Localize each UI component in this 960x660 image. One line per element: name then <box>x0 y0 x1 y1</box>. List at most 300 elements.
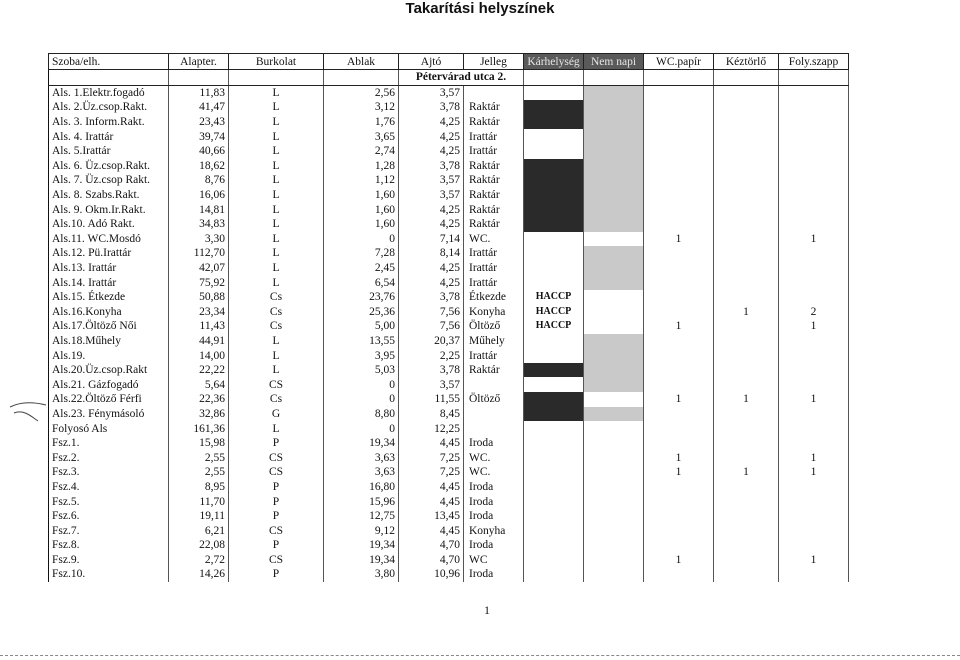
room-name: Fsz.4. <box>49 480 169 495</box>
wc-paper-cell <box>644 334 714 349</box>
room-type-cell: WC. <box>464 232 524 247</box>
window-cell: 1,12 <box>324 173 399 188</box>
towel-cell <box>714 275 779 290</box>
room-type-cell: Irattár <box>464 144 524 159</box>
area-cell: 5,64 <box>169 377 229 392</box>
door-cell: 4,25 <box>399 144 464 159</box>
door-cell: 4,25 <box>399 129 464 144</box>
wc-paper-cell: 1 <box>644 465 714 480</box>
towel-cell <box>714 159 779 174</box>
area-cell: 14,26 <box>169 567 229 582</box>
window-cell: 5,00 <box>324 319 399 334</box>
window-cell: 0 <box>324 377 399 392</box>
towel-cell <box>714 100 779 115</box>
floor-type-cell: P <box>229 494 324 509</box>
shade-cell-2 <box>584 202 644 217</box>
window-cell: 1,60 <box>324 188 399 203</box>
shade-cell-1 <box>524 232 584 247</box>
column-header: Burkolat <box>229 54 324 70</box>
floor-type-cell: L <box>229 100 324 115</box>
room-name: Fsz.2. <box>49 450 169 465</box>
area-cell: 22,22 <box>169 363 229 378</box>
floor-type-cell: P <box>229 538 324 553</box>
soap-cell <box>779 275 849 290</box>
door-cell: 3,78 <box>399 363 464 378</box>
shade-cell-2 <box>584 173 644 188</box>
table-row <box>49 480 849 495</box>
floor-type-cell: L <box>229 363 324 378</box>
shade-cell-2 <box>584 217 644 232</box>
table-row <box>49 173 849 188</box>
table-row <box>49 494 849 509</box>
shade-cell-2 <box>584 553 644 568</box>
room-name: Fsz.3. <box>49 465 169 480</box>
area-cell: 3,30 <box>169 232 229 247</box>
door-cell: 4,45 <box>399 494 464 509</box>
shade-cell-2 <box>584 567 644 582</box>
floor-type-cell: Cs <box>229 305 324 320</box>
room-name: Fsz.9. <box>49 553 169 568</box>
area-cell: 23,34 <box>169 305 229 320</box>
floor-type-cell: P <box>229 567 324 582</box>
towel-cell <box>714 538 779 553</box>
shade-cell-1 <box>524 85 584 100</box>
door-cell: 8,14 <box>399 246 464 261</box>
wc-paper-cell <box>644 436 714 451</box>
towel-cell <box>714 348 779 363</box>
window-cell: 19,34 <box>324 538 399 553</box>
shade-cell-1 <box>524 261 584 276</box>
window-cell: 19,34 <box>324 553 399 568</box>
shade-cell-1 <box>524 159 584 174</box>
room-name: Als.10. Adó Rakt. <box>49 217 169 232</box>
soap-cell: 1 <box>779 465 849 480</box>
door-cell: 7,56 <box>399 305 464 320</box>
shade-cell-2 <box>584 450 644 465</box>
room-type-cell: Iroda <box>464 494 524 509</box>
floor-type-cell: L <box>229 275 324 290</box>
shade-cell-2 <box>584 100 644 115</box>
area-cell: 18,62 <box>169 159 229 174</box>
room-type-cell: WC. <box>464 450 524 465</box>
shade-cell-1 <box>524 334 584 349</box>
shade-cell-1 <box>524 421 584 436</box>
room-name: Als.15. Étkezde <box>49 290 169 305</box>
window-cell: 2,74 <box>324 144 399 159</box>
towel-cell <box>714 290 779 305</box>
door-cell: 4,45 <box>399 436 464 451</box>
shade-cell-1 <box>524 129 584 144</box>
wc-paper-cell <box>644 217 714 232</box>
table-row <box>49 261 849 276</box>
floor-type-cell: L <box>229 232 324 247</box>
window-cell: 3,65 <box>324 129 399 144</box>
room-type-cell: Irattár <box>464 129 524 144</box>
towel-cell <box>714 567 779 582</box>
soap-cell: 2 <box>779 305 849 320</box>
soap-cell: 1 <box>779 553 849 568</box>
room-type-cell: Raktár <box>464 188 524 203</box>
area-cell: 50,88 <box>169 290 229 305</box>
door-cell: 3,78 <box>399 290 464 305</box>
towel-cell <box>714 450 779 465</box>
door-cell: 3,78 <box>399 100 464 115</box>
room-type-cell: Iroda <box>464 436 524 451</box>
shade-cell-1 <box>524 144 584 159</box>
soap-cell <box>779 85 849 100</box>
soap-cell <box>779 246 849 261</box>
room-name: Fsz.1. <box>49 436 169 451</box>
table-row <box>49 159 849 174</box>
table-row <box>49 290 849 305</box>
table-row <box>49 465 849 480</box>
table-row <box>49 363 849 378</box>
towel-cell <box>714 509 779 524</box>
shade-cell-1 <box>524 407 584 422</box>
room-type-cell: Iroda <box>464 509 524 524</box>
shade-cell-2 <box>584 261 644 276</box>
wc-paper-cell <box>644 100 714 115</box>
window-cell: 1,60 <box>324 202 399 217</box>
margin-pen-mark-icon <box>8 395 48 425</box>
room-type-cell: Raktár <box>464 363 524 378</box>
room-type-cell: Raktár <box>464 217 524 232</box>
wc-paper-cell <box>644 538 714 553</box>
room-type-cell: Iroda <box>464 567 524 582</box>
room-type-cell: Étkezde <box>464 290 524 305</box>
wc-paper-cell <box>644 159 714 174</box>
wc-paper-cell: 1 <box>644 553 714 568</box>
table-row <box>49 246 849 261</box>
table-row <box>49 407 849 422</box>
shade-cell-2 <box>584 334 644 349</box>
floor-type-cell: L <box>229 85 324 100</box>
shade-cell-1 <box>524 450 584 465</box>
shade-cell-1: HACCP <box>524 305 584 320</box>
room-type-cell: Öltöző <box>464 319 524 334</box>
soap-cell <box>779 509 849 524</box>
door-cell: 10,96 <box>399 567 464 582</box>
table-row <box>49 202 849 217</box>
room-type-cell: Iroda <box>464 538 524 553</box>
door-cell: 3,57 <box>399 173 464 188</box>
room-type-cell <box>464 85 524 100</box>
table-row <box>49 100 849 115</box>
soap-cell <box>779 363 849 378</box>
shade-cell-1 <box>524 100 584 115</box>
door-cell: 3,57 <box>399 377 464 392</box>
floor-type-cell: L <box>229 334 324 349</box>
column-header: Ajtó <box>399 54 464 70</box>
room-type-cell: Raktár <box>464 115 524 130</box>
wc-paper-cell: 1 <box>644 232 714 247</box>
shade-cell-1 <box>524 348 584 363</box>
door-cell: 4,25 <box>399 275 464 290</box>
column-header: Alapter. <box>169 54 229 70</box>
area-cell: 75,92 <box>169 275 229 290</box>
area-cell: 2,72 <box>169 553 229 568</box>
shade-cell-2 <box>584 85 644 100</box>
window-cell: 3,95 <box>324 348 399 363</box>
shade-cell-2 <box>584 305 644 320</box>
table-row <box>49 377 849 392</box>
room-name: Als.14. Irattár <box>49 275 169 290</box>
area-cell: 32,86 <box>169 407 229 422</box>
window-cell: 1,28 <box>324 159 399 174</box>
shade-cell-2 <box>584 275 644 290</box>
room-type-cell: Konyha <box>464 305 524 320</box>
shade-cell-2 <box>584 319 644 334</box>
area-cell: 44,91 <box>169 334 229 349</box>
floor-type-cell: L <box>229 246 324 261</box>
table-row <box>49 115 849 130</box>
floor-type-cell: L <box>229 348 324 363</box>
shade-cell-1 <box>524 494 584 509</box>
floor-type-cell: L <box>229 173 324 188</box>
room-name: Folyosó Als <box>49 421 169 436</box>
door-cell: 8,45 <box>399 407 464 422</box>
shade-cell-1 <box>524 202 584 217</box>
shade-cell-1 <box>524 538 584 553</box>
soap-cell <box>779 173 849 188</box>
shade-cell-2 <box>584 523 644 538</box>
towel-cell <box>714 523 779 538</box>
wc-paper-cell: 1 <box>644 450 714 465</box>
towel-cell <box>714 261 779 276</box>
wc-paper-cell <box>644 275 714 290</box>
window-cell: 25,36 <box>324 305 399 320</box>
area-cell: 2,55 <box>169 450 229 465</box>
floor-type-cell: CS <box>229 523 324 538</box>
soap-cell <box>779 290 849 305</box>
cleaning-locations-table <box>48 53 849 582</box>
area-cell: 41,47 <box>169 100 229 115</box>
address-row <box>49 70 849 86</box>
room-name: Als. 8. Szabs.Rakt. <box>49 188 169 203</box>
column-header: WC.papír <box>644 54 714 70</box>
door-cell: 20,37 <box>399 334 464 349</box>
floor-type-cell: L <box>229 217 324 232</box>
window-cell: 16,80 <box>324 480 399 495</box>
soap-cell <box>779 348 849 363</box>
towel-cell <box>714 421 779 436</box>
room-type-cell: Irattár <box>464 275 524 290</box>
table-row <box>49 188 849 203</box>
soap-cell <box>779 567 849 582</box>
room-type-cell: Raktár <box>464 100 524 115</box>
area-cell: 8,76 <box>169 173 229 188</box>
wc-paper-cell <box>644 523 714 538</box>
floor-type-cell: G <box>229 407 324 422</box>
wc-paper-cell <box>644 115 714 130</box>
wc-paper-cell <box>644 246 714 261</box>
floor-type-cell: L <box>229 129 324 144</box>
room-name: Fsz.6. <box>49 509 169 524</box>
wc-paper-cell <box>644 129 714 144</box>
soap-cell <box>779 115 849 130</box>
window-cell: 1,76 <box>324 115 399 130</box>
shade-cell-2 <box>584 421 644 436</box>
floor-type-cell: L <box>229 421 324 436</box>
soap-cell: 1 <box>779 319 849 334</box>
area-cell: 22,08 <box>169 538 229 553</box>
column-header: Kéztörlő <box>714 54 779 70</box>
table-row <box>49 450 849 465</box>
table-row <box>49 319 849 334</box>
door-cell: 4,25 <box>399 202 464 217</box>
towel-cell <box>714 334 779 349</box>
area-cell: 8,95 <box>169 480 229 495</box>
room-type-cell: Raktár <box>464 202 524 217</box>
wc-paper-cell <box>644 261 714 276</box>
room-name: Als.20.Üz.csop.Rakt <box>49 363 169 378</box>
door-cell: 7,56 <box>399 319 464 334</box>
window-cell: 0 <box>324 392 399 407</box>
towel-cell <box>714 217 779 232</box>
wc-paper-cell <box>644 305 714 320</box>
floor-type-cell: L <box>229 115 324 130</box>
towel-cell <box>714 232 779 247</box>
room-type-cell: Irattár <box>464 348 524 363</box>
shade-cell-2 <box>584 538 644 553</box>
table-row <box>49 553 849 568</box>
towel-cell <box>714 319 779 334</box>
room-type-cell: Öltöző <box>464 392 524 407</box>
shade-cell-1 <box>524 436 584 451</box>
room-type-cell: Irattár <box>464 246 524 261</box>
column-header: Nem napi <box>584 54 644 70</box>
shade-cell-1 <box>524 275 584 290</box>
shade-cell-1 <box>524 567 584 582</box>
wc-paper-cell <box>644 188 714 203</box>
room-type-cell: Raktár <box>464 159 524 174</box>
area-cell: 22,36 <box>169 392 229 407</box>
wc-paper-cell <box>644 494 714 509</box>
floor-type-cell: CS <box>229 377 324 392</box>
table-row <box>49 275 849 290</box>
floor-type-cell: L <box>229 159 324 174</box>
room-type-cell: Raktár <box>464 173 524 188</box>
room-name: Als.18.Műhely <box>49 334 169 349</box>
window-cell: 7,28 <box>324 246 399 261</box>
shade-cell-1 <box>524 217 584 232</box>
shade-cell-2 <box>584 348 644 363</box>
door-cell: 4,25 <box>399 115 464 130</box>
room-name: Als.13. Irattár <box>49 261 169 276</box>
area-cell: 19,11 <box>169 509 229 524</box>
area-cell: 40,66 <box>169 144 229 159</box>
cleaning-locations-table-container <box>48 53 848 598</box>
wc-paper-cell <box>644 509 714 524</box>
shade-cell-1 <box>524 115 584 130</box>
room-type-cell: WC. <box>464 465 524 480</box>
area-cell: 11,43 <box>169 319 229 334</box>
window-cell: 2,56 <box>324 85 399 100</box>
shade-cell-1 <box>524 465 584 480</box>
window-cell: 6,54 <box>324 275 399 290</box>
room-name: Als. 5.Irattár <box>49 144 169 159</box>
area-cell: 11,70 <box>169 494 229 509</box>
room-name: Als. 7. Üz.csop Rakt. <box>49 173 169 188</box>
room-type-cell: WC <box>464 553 524 568</box>
area-cell: 42,07 <box>169 261 229 276</box>
floor-type-cell: Cs <box>229 319 324 334</box>
room-name: Als.19. <box>49 348 169 363</box>
area-cell: 39,74 <box>169 129 229 144</box>
wc-paper-cell <box>644 85 714 100</box>
room-name: Als. 2.Üz.csop.Rakt. <box>49 100 169 115</box>
shade-cell-2 <box>584 392 644 407</box>
wc-paper-cell <box>644 407 714 422</box>
door-cell: 7,14 <box>399 232 464 247</box>
room-type-cell: Irattár <box>464 261 524 276</box>
area-cell: 15,98 <box>169 436 229 451</box>
door-cell: 11,55 <box>399 392 464 407</box>
door-cell: 3,57 <box>399 85 464 100</box>
room-name: Fsz.8. <box>49 538 169 553</box>
shade-cell-2 <box>584 436 644 451</box>
table-row <box>49 217 849 232</box>
shade-cell-2 <box>584 509 644 524</box>
wc-paper-cell: 1 <box>644 392 714 407</box>
room-type-cell <box>464 407 524 422</box>
table-row <box>49 144 849 159</box>
table-row <box>49 538 849 553</box>
shade-cell-2 <box>584 232 644 247</box>
shade-cell-2 <box>584 144 644 159</box>
towel-cell <box>714 377 779 392</box>
door-cell: 2,25 <box>399 348 464 363</box>
towel-cell <box>714 188 779 203</box>
door-cell: 12,25 <box>399 421 464 436</box>
soap-cell: 1 <box>779 232 849 247</box>
shade-cell-1: HACCP <box>524 290 584 305</box>
soap-cell <box>779 261 849 276</box>
room-type-cell <box>464 421 524 436</box>
shade-cell-2 <box>584 129 644 144</box>
shade-cell-2 <box>584 480 644 495</box>
window-cell: 15,96 <box>324 494 399 509</box>
shade-cell-1 <box>524 188 584 203</box>
area-cell: 11,83 <box>169 85 229 100</box>
soap-cell <box>779 100 849 115</box>
towel-cell <box>714 85 779 100</box>
area-cell: 2,55 <box>169 465 229 480</box>
window-cell: 0 <box>324 421 399 436</box>
area-cell: 161,36 <box>169 421 229 436</box>
window-cell: 3,63 <box>324 450 399 465</box>
soap-cell <box>779 144 849 159</box>
area-cell: 6,21 <box>169 523 229 538</box>
shade-cell-1 <box>524 392 584 407</box>
room-name: Als. 6. Üz.csop.Rakt. <box>49 159 169 174</box>
floor-type-cell: P <box>229 509 324 524</box>
column-header: Kárhelység <box>524 54 584 70</box>
door-cell: 3,57 <box>399 188 464 203</box>
door-cell: 4,25 <box>399 261 464 276</box>
shade-cell-2 <box>584 407 644 422</box>
shade-cell-1 <box>524 173 584 188</box>
soap-cell: 1 <box>779 450 849 465</box>
column-header: Szoba/elh. <box>49 54 169 70</box>
wc-paper-cell <box>644 421 714 436</box>
floor-type-cell: Cs <box>229 392 324 407</box>
room-type-cell <box>464 377 524 392</box>
door-cell: 4,45 <box>399 480 464 495</box>
towel-cell: 1 <box>714 465 779 480</box>
table-row <box>49 567 849 582</box>
table-row <box>49 334 849 349</box>
